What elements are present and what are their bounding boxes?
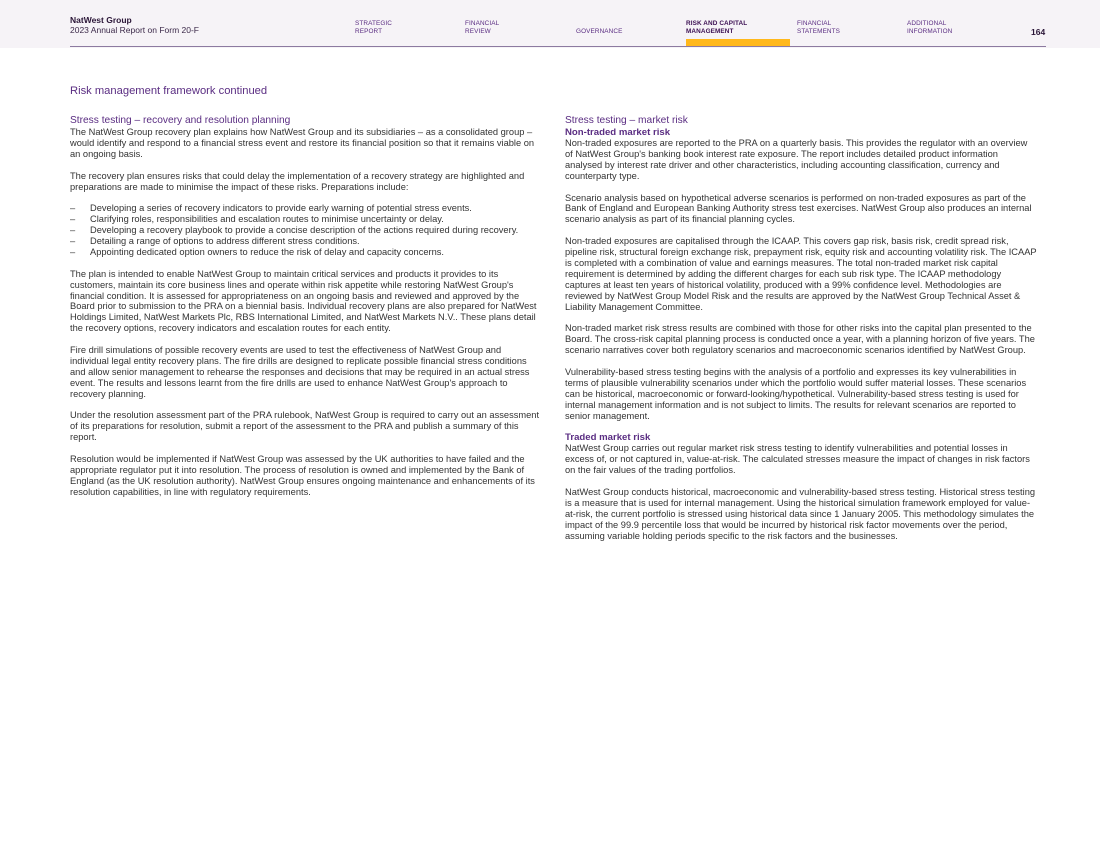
non-traded-heading: Non-traded market risk <box>565 127 671 138</box>
preparations-list <box>70 203 540 258</box>
nav-financial-statements-line2: STATEMENTS <box>797 27 841 35</box>
plan-purpose-paragraph: The plan is intended to enable NatWest Group to maintain critical services and products it provides to its customers, maintain its core business lines and operate within risk appetite while restoring NatWest Group's financial condition. It is assessed for appropriateness on an ongoing basis and reviewed and approved by the Board prior to submission to the PRA on a biennial basis. Individual recovery plans are also prepared for NatWest Holdings Limited, NatWest Markets Plc, RBS International Limited, and NatWest Markets N.V.. These plans detail the recovery options, recovery indicators and escalation routes for each entity. <box>70 268 537 334</box>
company-name: NatWest Group <box>70 15 132 25</box>
historical-stress-paragraph: NatWest Group conducts historical, macroeconomic and vulnerability-based stress testing. Historical stress testing is a measure that is used for internal management. Using the historical simulation framework employed for value-at-risk, the current portfolio is stressed using historical data since 1 January 2005. This methodology simulates the impact of the 99.9 percentile loss that would be incurred by historical risk factor movements over the period, assuming variable holding periods specific to the risk factors and the businesses. <box>565 487 1036 541</box>
nav-financial-review-line2: REVIEW <box>465 27 491 35</box>
list-item: – Detailing a range of options to address different stress conditions. <box>70 236 540 247</box>
nav-additional-information-line2: INFORMATION <box>907 27 953 35</box>
brand-block <box>70 15 199 36</box>
section-title: Risk management framework continued <box>70 85 268 97</box>
resolution-assessment-paragraph: Under the resolution assessment part of the PRA rulebook, NatWest Group is required to carry out an assessment of its preparations for resolution, submit a report of the assessment to the PRA and publish a summary of this report. <box>70 410 540 443</box>
scenario-analysis-paragraph: Scenario analysis based on hypothetical adverse scenarios is performed on non-traded exposures as part of the Bank of England and European Banking Authority stress test exercises. NatWest Group also produces an internal scenario analysis as part of its financial planning cycles. <box>565 192 1032 225</box>
nav-strategic-report-line1: STRATEGIC <box>355 20 392 27</box>
nav-additional-information-line1: ADDITIONAL <box>907 20 947 27</box>
nav-financial-review-line1: FINANCIAL <box>465 20 500 27</box>
nav-governance[interactable] <box>576 20 622 35</box>
header-divider <box>70 46 1046 47</box>
report-title: 2023 Annual Report on Form 20-F <box>70 25 199 35</box>
traded-heading: Traded market risk <box>565 432 651 444</box>
market-risk-heading: Stress testing – market risk <box>565 115 688 126</box>
vulnerability-paragraph: Vulnerability-based stress testing begins with the analysis of a portfolio and expresses its key vulnerabilities in terms of plausible vulnerability scenarios under which the portfolio would suffer material losses. These scenarios can be historical, macroeconomic or forward-looking/hypothetical. Vulnerability-based stress testing is used for internal management information and is not subject to limits. The results for relevant scenarios are reported to senior management. <box>565 366 1027 421</box>
icaap-paragraph: Non-traded exposures are capitalised through the ICAAP. This covers gap risk, basis risk, credit spread risk, pipeline risk, structural foreign exchange risk, prepayment risk, equity risk and accounting volatility risk. The ICAAP is completed with a combination of value and earnings measures. The total non-traded market risk capital requirement is determined by adding the different charges for each sub risk type. The ICAAP methodology captures at least ten years of historical volatility, produced with a 99% confidence level. Methodologies are reviewed by NatWest Group Model Risk and the results are approved by the NatWest Group Technical Asset & Liability Management Committee. <box>565 236 1037 312</box>
nav-financial-statements-line1: FINANCIAL <box>797 20 832 27</box>
non-traded-reporting-paragraph: Non-traded exposures are reported to the PRA on a quarterly basis. This provides the regulator with an overview of NatWest Group's banking book interest rate exposure. The report includes detailed product information analysed by interest rate driver and other characteristics, including accounting classification, currency and counterparty type. <box>565 138 1028 181</box>
list-item: – Developing a recovery playbook to provide a concise description of the actions required during recovery. <box>70 225 540 236</box>
nav-financial-review[interactable] <box>465 20 499 35</box>
nav-financial-statements[interactable] <box>797 20 840 35</box>
list-item: – Appointing dedicated option owners to reduce the risk of delay and capacity concerns. <box>70 247 540 258</box>
right-column <box>565 115 1037 552</box>
active-tab-indicator <box>686 39 790 46</box>
nav-risk-capital-management-line1: RISK AND CAPITAL <box>686 20 748 27</box>
recovery-plan-intro: The NatWest Group recovery plan explains how NatWest Group and its subsidiaries – as a consolidated group – would identify and respond to a financial stress event and restore its financial position so that it remains viable on an ongoing basis. <box>70 127 535 159</box>
nav-additional-information[interactable] <box>907 20 952 35</box>
recovery-resolution-heading: Stress testing – recovery and resolution planning <box>70 115 291 126</box>
nav-risk-capital-management[interactable] <box>686 20 747 35</box>
recovery-plan-risks: The recovery plan ensures risks that could delay the implementation of a recovery strategy are highlighted and preparations are made to minimise the impact of these risks. Preparations include: <box>70 170 525 192</box>
header-bar <box>0 0 1100 48</box>
nav-strategic-report-line2: REPORT <box>355 27 383 35</box>
list-item: – Developing a series of recovery indicators to provide early warning of potential stress events. <box>70 203 540 214</box>
capital-plan-paragraph: Non-traded market risk stress results are combined with those for other risks into the capital plan presented to the Board. The cross-risk capital planning process is conducted once a year, with a planning horizon of five years. The scenario narratives cover both regulatory scenarios and macroeconomic scenarios identified by NatWest Group. <box>565 323 1035 356</box>
left-column <box>70 115 540 509</box>
nav-governance-line2: GOVERNANCE <box>576 27 623 35</box>
traded-stress-paragraph: NatWest Group carries out regular market risk stress testing to identify vulnerabilities and potential losses in excess of, or not captured in, value-at-risk. The calculated stresses measure the impact of changes in risk factors on the fair values of the trading portfolios. <box>565 443 1030 476</box>
page-number: 164 <box>1031 27 1046 37</box>
nav-strategic-report[interactable] <box>355 20 392 35</box>
resolution-paragraph: Resolution would be implemented if NatWest Group was assessed by the UK authorities to have failed and the appropriate regulator put it into resolution. The process of resolution is owned and implemented by the Bank of England (as the UK resolution authority). NatWest Group ensures ongoing maintenance and enhancements of its resolution capabilities, in line with regulatory requirements. <box>70 454 535 497</box>
list-item: – Clarifying roles, responsibilities and escalation routes to minimise uncertainty or delay. <box>70 214 540 225</box>
fire-drill-paragraph: Fire drill simulations of possible recovery events are used to test the effectiveness of NatWest Group and individual legal entity recovery plans. The fire drills are designed to replicate possible financial stress conditions and allow senior management to rehearse the responses and decisions that may be required in an actual stress event. The results and lessons learnt from the fire drills are used to enhance NatWest Group's approach to recovery planning. <box>70 345 530 399</box>
nav-risk-capital-management-line2: MANAGEMENT <box>686 27 734 35</box>
